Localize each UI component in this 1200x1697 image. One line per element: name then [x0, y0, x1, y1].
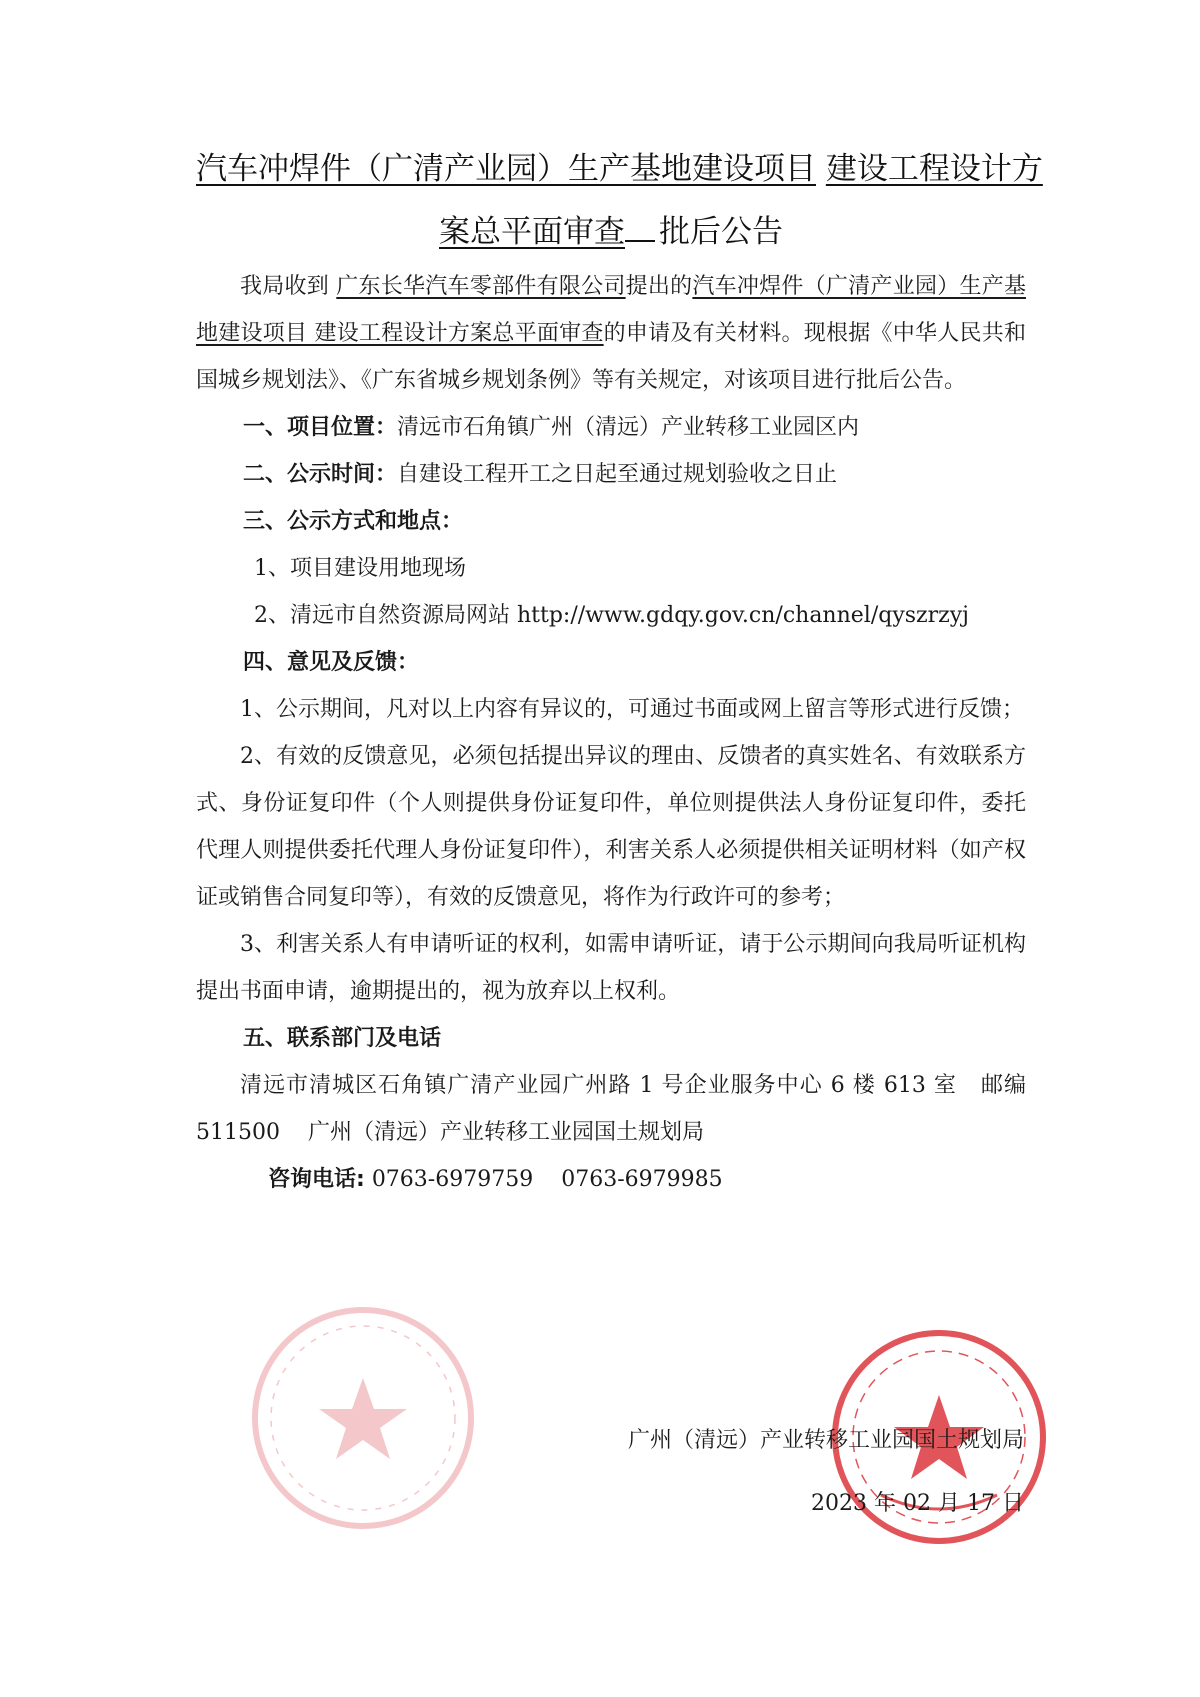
- feedback-item: 2、有效的反馈意见，必须包括提出异议的理由、反馈者的真实姓名、有效联系方式、身份证复印件（个人则提供身份证复印件，单位则提供法人身份证复印件，委托代理人则提供委托代理人身份证复印件），利害关系人必须提供相关证明材料（如产权证或销售合同复印等），有效的反馈意见，将作为行政许可的参考；: [196, 744, 1026, 910]
- method-label: 三、公示方式和地点：: [243, 509, 464, 534]
- contact-postcode: 511500: [196, 1120, 280, 1145]
- contact-address: 清远市清城区石角镇广清产业园广州路 1 号企业服务中心 6 楼 613 室: [240, 1073, 957, 1098]
- title-project-name: 汽车冲焊件（广清产业园）生产基地建设项目: [196, 151, 816, 187]
- method-item: 1、项目建设用地现场: [254, 556, 466, 581]
- title-underline-blank: [625, 210, 655, 242]
- signature-date: 2023 年 02 月 17 日: [811, 1491, 1024, 1516]
- contact-department: 广州（清远）产业转移工业园国土规划局: [307, 1120, 704, 1145]
- title-line-2: [196, 210, 1026, 252]
- location-value: 清远市石角镇广州（清远）产业转移工业园区内: [397, 415, 860, 440]
- contact-address-paragraph: [196, 1062, 1026, 1156]
- intro-applicant: 广东长华汽车零部件有限公司: [336, 274, 626, 299]
- intro-paragraph: [196, 263, 1026, 404]
- period-value: 自建设工程开工之日起至通过规划验收之日止: [397, 462, 838, 487]
- contact-label: 五、联系部门及电话: [243, 1026, 442, 1051]
- contact-phone-1: 0763-6979759: [371, 1167, 534, 1192]
- title-line-1: [196, 149, 1043, 189]
- contact-postcode-label: 邮编: [980, 1073, 1026, 1098]
- title-approval-type-1: 建设工程设计方: [825, 151, 1043, 187]
- contact-phone-line: [196, 1156, 1026, 1203]
- feedback-label: 四、意见及反馈：: [243, 650, 420, 675]
- section-location: [196, 404, 1026, 451]
- intro-mid: 提出的: [625, 274, 693, 299]
- period-label: 二、公示时间：: [243, 462, 398, 487]
- intro-prefix: 我局收到: [240, 274, 330, 299]
- intro-suffix: 的申请及有关材料。现根据《中华人民共和国城乡规划法》、《广东省城乡规划条例》等有关规定，对该项目进行批后公告。: [196, 321, 1026, 393]
- method-item: 2、清远市自然资源局网站 http://www.gdqy.gov.cn/channel/qyszrzyj: [254, 603, 969, 628]
- notice-body: [196, 263, 1026, 1203]
- location-label: 一、项目位置：: [243, 415, 398, 440]
- feedback-item: 1、公示期间，凡对以上内容有异议的，可通过书面或网上留言等形式进行反馈；: [240, 697, 1024, 722]
- intro-project: 汽车冲焊件（广清产业园）生产基地建设项目 建设工程设计方案总平面审查: [196, 274, 1026, 346]
- section-period: [196, 451, 1026, 498]
- title-suffix: 批后公告: [659, 214, 783, 250]
- contact-phone-label: 咨询电话:: [268, 1167, 365, 1192]
- signature-org: 广州（清远）产业转移工业园国土规划局: [627, 1428, 1024, 1453]
- title-approval-type-2: 案总平面审查: [439, 214, 625, 250]
- faint-seal-stamp: [248, 1303, 478, 1533]
- feedback-item: 3、利害关系人有申请听证的权利，如需申请听证，请于公示期间向我局听证机构提出书面申请，逾期提出的，视为放弃以上权利。: [196, 932, 1026, 1004]
- contact-phone-2: 0763-6979985: [561, 1167, 723, 1192]
